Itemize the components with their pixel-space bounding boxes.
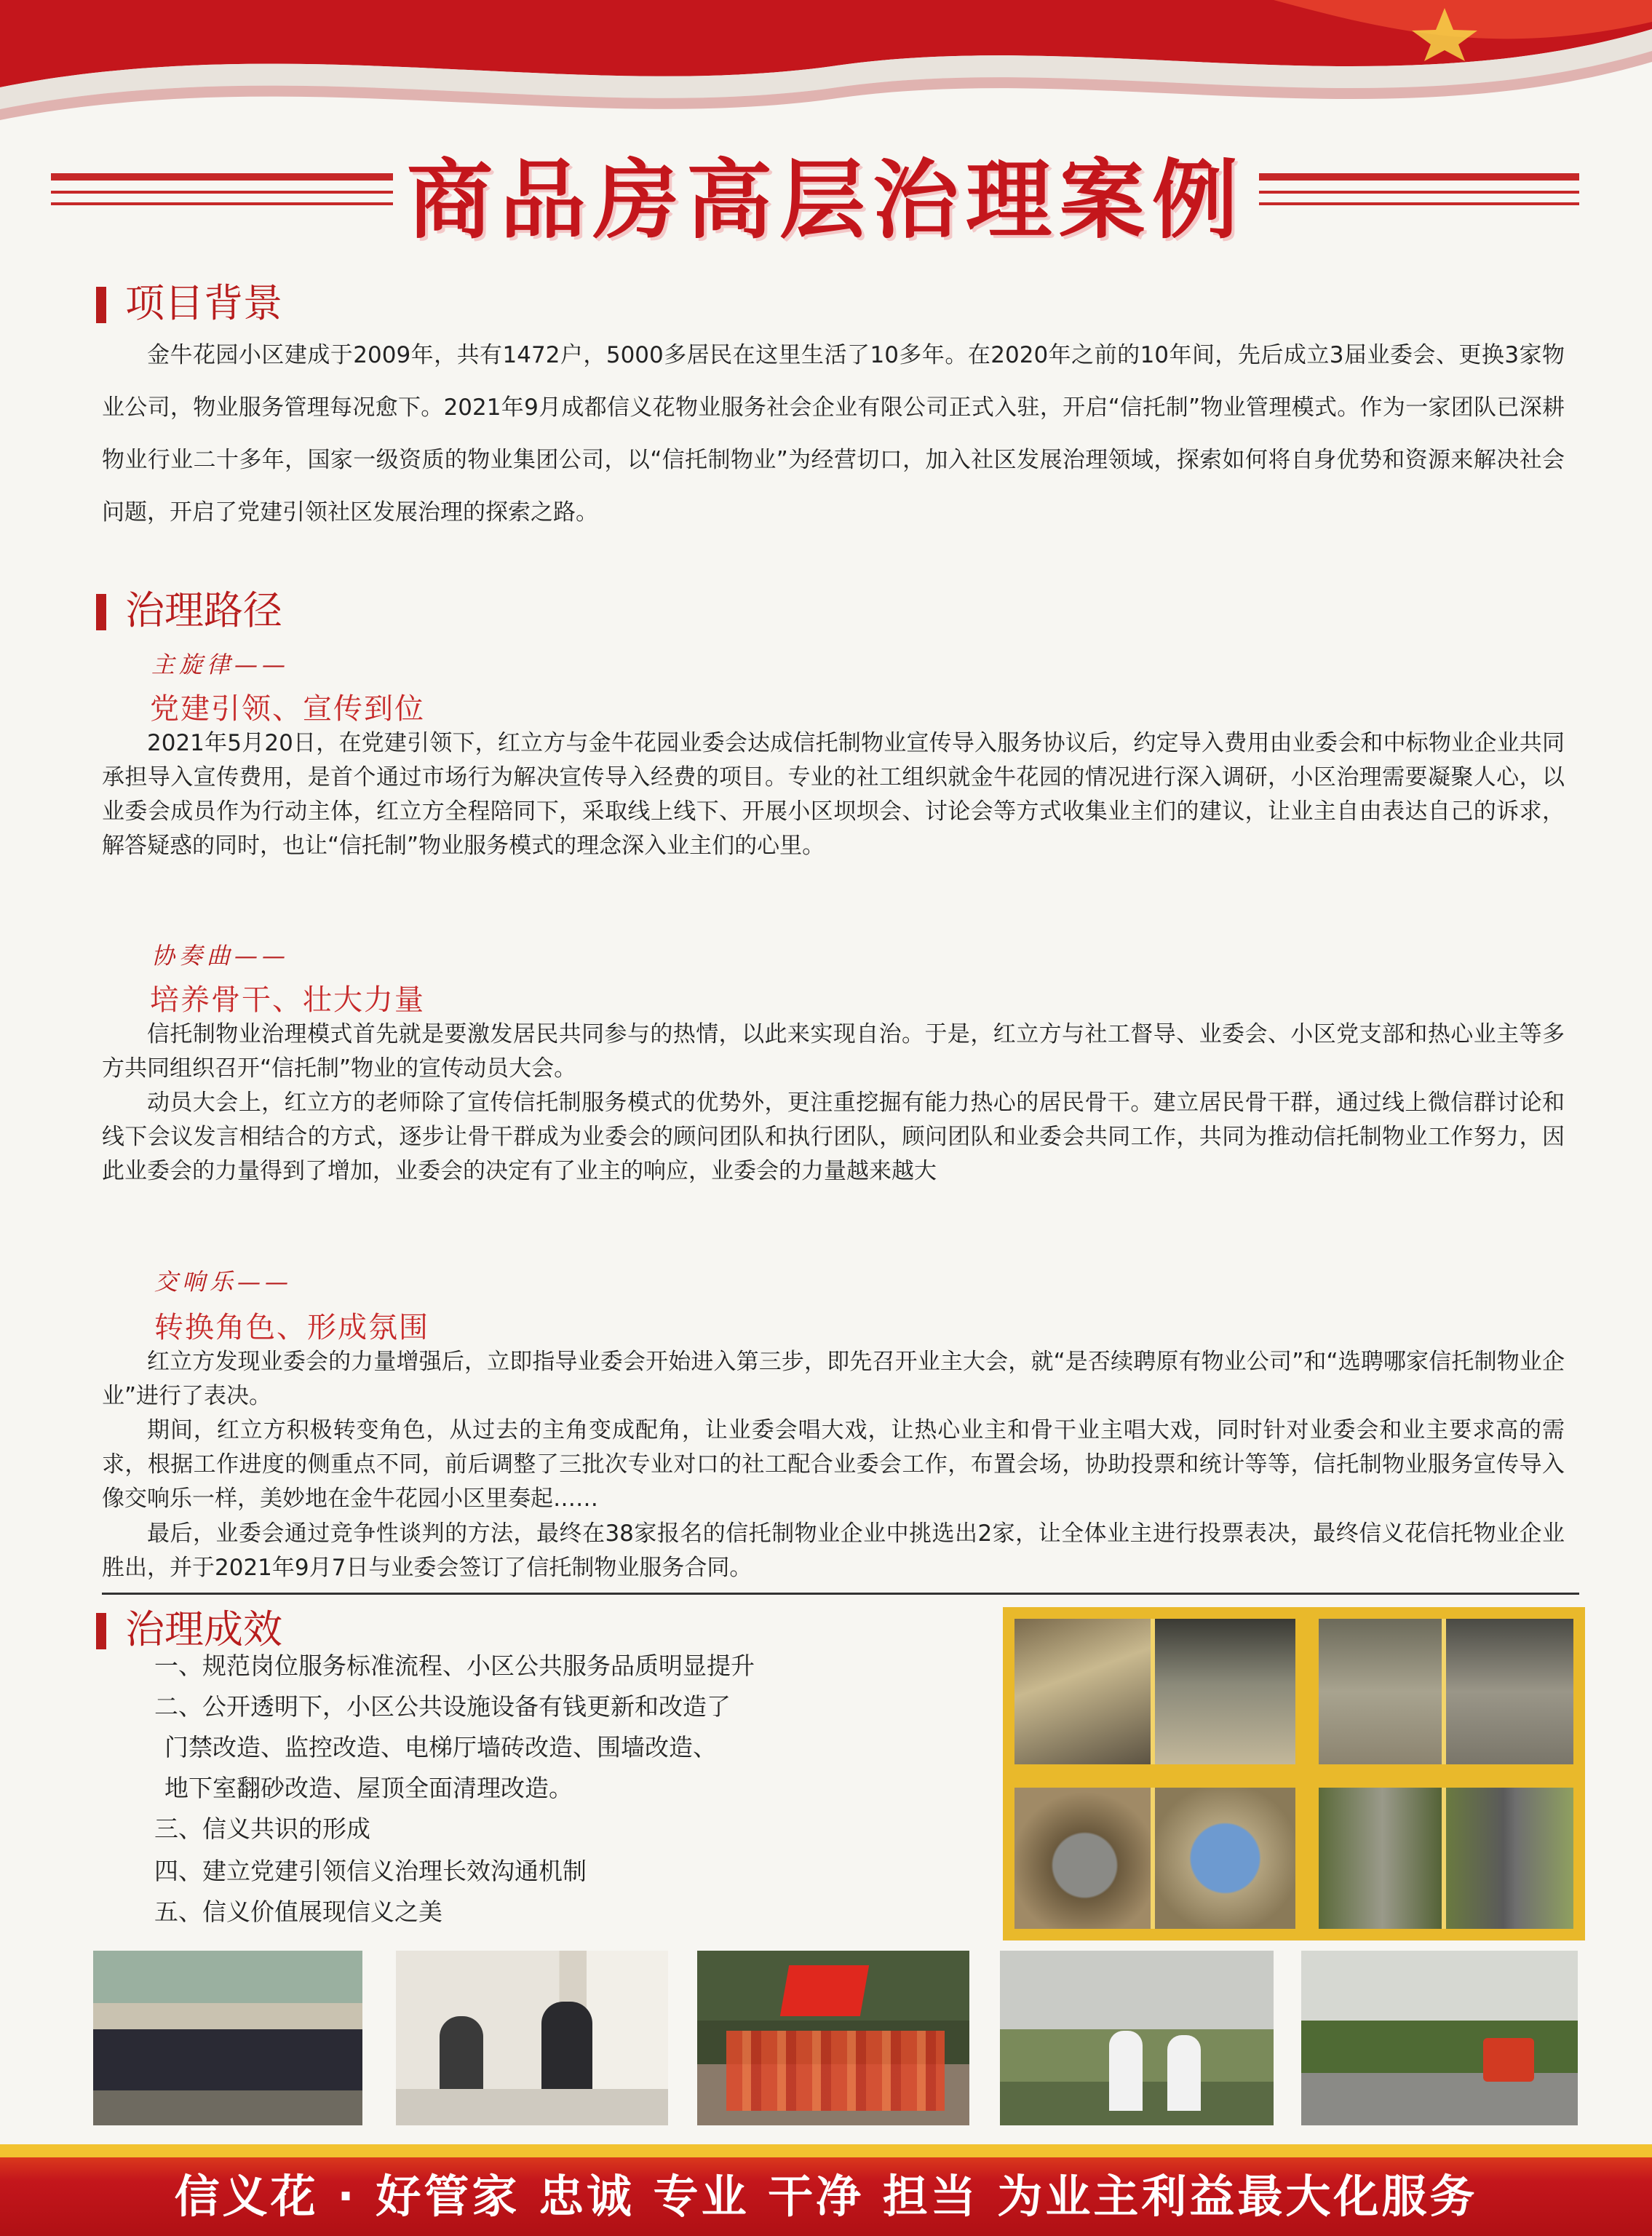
background-paragraph: 金牛花园小区建成于2009年，共有1472户，5000多居民在这里生活了10多年。在2020年之前的10年间，先后成立3届业委会、更换3家物业公司，物业服务管理每况愈下。2021年9月成都信义花物业服务社会企业有限公司正式入驻，开启“信托制”物业管理模式。作为一家团队已深耕物业行业二十多年，国家一级资质的物业集团公司，以“信托制物业”为经营切口，加入社区发展治理领域，探索如何将自身优势和资源来解决社会问题，开启了党建引领社区发展治理的探索之路。: [102, 342, 1565, 526]
section-heading-path: 治理路径: [96, 587, 282, 635]
movement-label-3: 交响乐——: [154, 1268, 293, 1296]
result-item-3: 三、信义共识的形成: [154, 1815, 370, 1843]
footer-bar: [0, 2144, 1652, 2236]
path-paragraph-4: 红立方发现业委会的力量增强后，立即指导业委会开始进入第三步，即先召开业主大会，就“是否续聘原有物业公司”和“选聘哪家信托制物业企业”进行了表决。: [102, 1349, 1565, 1409]
subheading-cultivate-backbone: 培养骨干、壮大力量: [150, 983, 425, 1017]
page-title: 商品房高层治理案例: [406, 150, 1245, 250]
path-paragraph-3: 动员大会上，红立方的老师除了宣传信托制服务模式的优势外，更注重挖掘有能力热心的居民骨干。建立居民骨干群，通过线上微信群讨论和线下会议发言相结合的方式，逐步让骨干群成为业委会的顾问团队和执行团队，顾问团队和业委会共同工作，共同为推动信托制物业工作努力，因此业委会的力量得到了增加，业委会的决定有了业主的响应，业委会的力量越来越大: [102, 1090, 1565, 1184]
subheading-role-change: 转换角色、形成氛围: [154, 1311, 429, 1344]
photo-flag-dance: [697, 1951, 969, 2125]
photo-service-desk: [396, 1951, 668, 2125]
renovation-photo-gate: [1003, 1607, 1307, 1776]
section-heading-background: 项目背景: [96, 280, 282, 328]
renovation-photo-manhole: [1003, 1776, 1307, 1940]
subheading-party-leadership: 党建引领、宣传到位: [150, 692, 425, 726]
path-paragraph-5: 期间，红立方积极转变角色，从过去的主角变成配角，让业委会唱大戏，让热心业主和骨干业主唱大戏，同时针对业委会和业主要求高的需求，根据工作进度的侧重点不同，前后调整了三批次专业对口的社工配合业委会工作，布置会场，协助投票和统计等等，信托制物业服务宣传导入像交响乐一样，美妙地在金牛花园小区里奏起……: [102, 1417, 1565, 1512]
result-item-2-detail-b: 地下室翻砂改造、屋顶全面清理改造。: [164, 1774, 573, 1802]
result-item-4: 四、建立党建引领信义治理长效沟通机制: [154, 1857, 587, 1885]
section-heading-results: 治理成效: [96, 1606, 282, 1654]
photo-security-staff: [1000, 1951, 1274, 2125]
result-item-2-detail-a: 门禁改造、监控改造、电梯厅墙砖改造、围墙改造、: [164, 1733, 717, 1761]
path-paragraph-1: 2021年5月20日，在党建引领下，红立方与金牛花园业委会达成信托制物业宣传导入服务协议后，约定导入费用由业委会和中标物业企业共同承担导入宣传费用，是首个通过市场行为解决宣传导入经费的项目。专业的社工组织就金牛花园的情况进行深入调研，小区治理需要凝聚人心，以业委会成员作为行动主体，红立方全程陪同下，采取线上线下、开展小区坝坝会、讨论会等方式收集业主们的建议，让业主自由表达自己的诉求，解答疑惑的同时，也让“信托制”物业服务模式的理念深入业主们的心里。: [102, 730, 1565, 859]
path-paragraph-6: 最后，业委会通过竞争性谈判的方法，最终在38家报名的信托制物业企业中挑选出2家，让全体业主进行投票表决，最终信义花信托物业企业胜出，并于2021年9月7日与业委会签订了信托制物业服务合同。: [102, 1521, 1565, 1581]
movement-label-2: 协奏曲——: [151, 942, 290, 970]
result-item-2: 二、公开透明下，小区公共设施设备有钱更新和改造了: [154, 1692, 731, 1721]
result-item-5: 五、信义价值展现信义之美: [154, 1898, 442, 1926]
result-item-1: 一、规范岗位服务标准流程、小区公共服务品质明显提升: [154, 1652, 755, 1680]
star-decoration-icon: [1405, 4, 1485, 63]
photo-oath-ceremony: [93, 1951, 362, 2125]
movement-label-1: 主旋律——: [151, 651, 290, 678]
footer-slogan: 信义花 · 好管家 忠诚 专业 干净 担当 为业主利益最大化服务: [174, 2170, 1478, 2223]
section-divider: [102, 1593, 1579, 1595]
renovation-photo-ground: [1307, 1607, 1585, 1776]
photo-cleaning-vehicle: [1301, 1951, 1578, 2125]
renovation-photo-pathway: [1307, 1776, 1585, 1940]
path-paragraph-2: 信托制物业治理模式首先就是要激发居民共同参与的热情，以此来实现自治。于是，红立方与社工督导、业委会、小区党支部和热心业主等多方共同组织召开“信托制”物业的宣传动员大会。: [102, 1021, 1565, 1082]
